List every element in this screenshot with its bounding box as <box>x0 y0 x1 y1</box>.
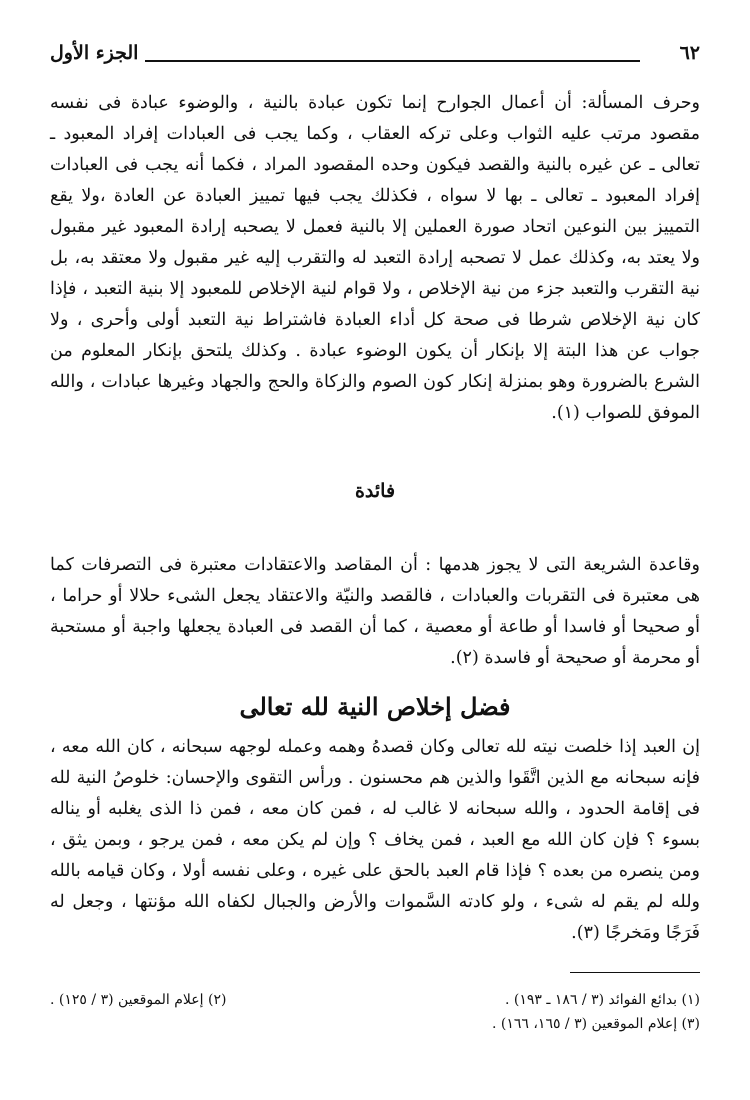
header-rule <box>145 60 640 62</box>
footnote-1: (١) بدائع الفوائد (٣ / ١٨٦ ـ ١٩٣) . <box>504 992 700 1008</box>
page-number: ٦٢ <box>679 42 700 64</box>
section-heading-ikhlas: فضل إخلاص النية لله تعالى <box>239 692 511 721</box>
footnotes <box>50 988 700 1036</box>
footnote-2: (٢) إعلام الموقعين (٣ / ١٢٥) . <box>50 992 227 1008</box>
footnote-row <box>50 988 700 1012</box>
footnote-row <box>50 1012 700 1036</box>
paragraph-one: وحرف المسألة: أن أعمال الجوارح إنما تكون عبادة بالنية ، والوضوء عبادة فى نفسه مقصود مرتب عليه الثواب وعلى تركه العقاب ، وكما يجب فى العبادات إفراد المعبود ـ تعالى ـ عن غيره بالنية والقصد فيكون وحده المقصود المراد ، فكما أنه يجب فى العبادات إفراد المعبود ـ تعالى ـ بها لا سواه ، فكذلك يجب فيها تمييز العبادة عن العادة ،ولا يقع التمييز بين النوعين اتحاد صورة العملين إلا بالنية فعمل لا يصحبه إرادة المعبود غير مقبول ولا يعتد به، وكذلك عمل لا تصحبه إرادة التعبد له والتقرب إليه غير مقبول ولا معتقد به، بل نية التقرب والتعبد جزء من نية الإخلاص ، ولا قوام لنية الإخلاص للمعبود إلا بنية التعبد ، فإذا كان نية الإخلاص شرطا فى صحة كل أداء العبادة فاشتراط نية التعبد أولى وأحرى ، ولا جواب عن هذا البتة إلا بإنكار أن يكون الوضوء عبادة . وكذلك يلتحق بإنكار المعلوم من الشرع بالضرورة وهو بمنزلة إنكار كون الصوم والزكاة والحج والجهاد وغيرها عبادات ، والله الموفق للصواب (١). <box>50 93 700 423</box>
running-title: الجزء الأول <box>50 42 139 64</box>
footnote-3: (٣) إعلام الموقعين (٣ / ١٦٥، ١٦٦) . <box>492 1016 700 1032</box>
paragraph-three: إن العبد إذا خلصت نيته لله تعالى وكان قصدهُ وهمه وعمله لوجهه سبحانه ، كان الله معه ، فإنه سبحانه مع الذين اتَّقَوا والذين هم محسنون . ورأس التقوى والإحسان: خلوصُ النية لله فى إقامة الحدود ، والله سبحانه لا غالب له ، فمن كان معه ، فمن ذا الذى يغلبه أو يناله بسوء ؟ فإن كان الله مع العبد ، فمن يخاف ؟ وإن لم يكن معه ، فمن يرجو ، وبمن يثق ، ومن ينصره من بعده ؟ فإذا قام العبد بالحق على غيره ، وعلى نفسه أولا ، وكان قيامه بالله ولله لم يقم له شىء ، ولو كادته السَّموات والأرض والجبال لكفاه الله مؤنتها ، وجعل له فَرَجًا ومَخرجًا (٣). <box>50 737 700 943</box>
section-heading-fa-ida: فائدة <box>354 480 396 502</box>
footnote-separator <box>570 972 700 973</box>
page-header <box>50 40 700 74</box>
paragraph-two: وقاعدة الشريعة التى لا يجوز هدمها : أن المقاصد والاعتقادات معتبرة فى التصرفات كما هى معتبرة فى التقربات والعبادات ، فالقصد والنيّة والاعتقاد يجعل الشىء حلالا أو حراما ، أو صحيحا أو فاسدا أو طاعة أو معصية ، كما أن القصد فى العبادة يجعلها واجبة أو مستحبة أو محرمة أو صحيحة أو فاسدة (٢). <box>50 555 700 668</box>
book-page <box>50 40 700 1070</box>
